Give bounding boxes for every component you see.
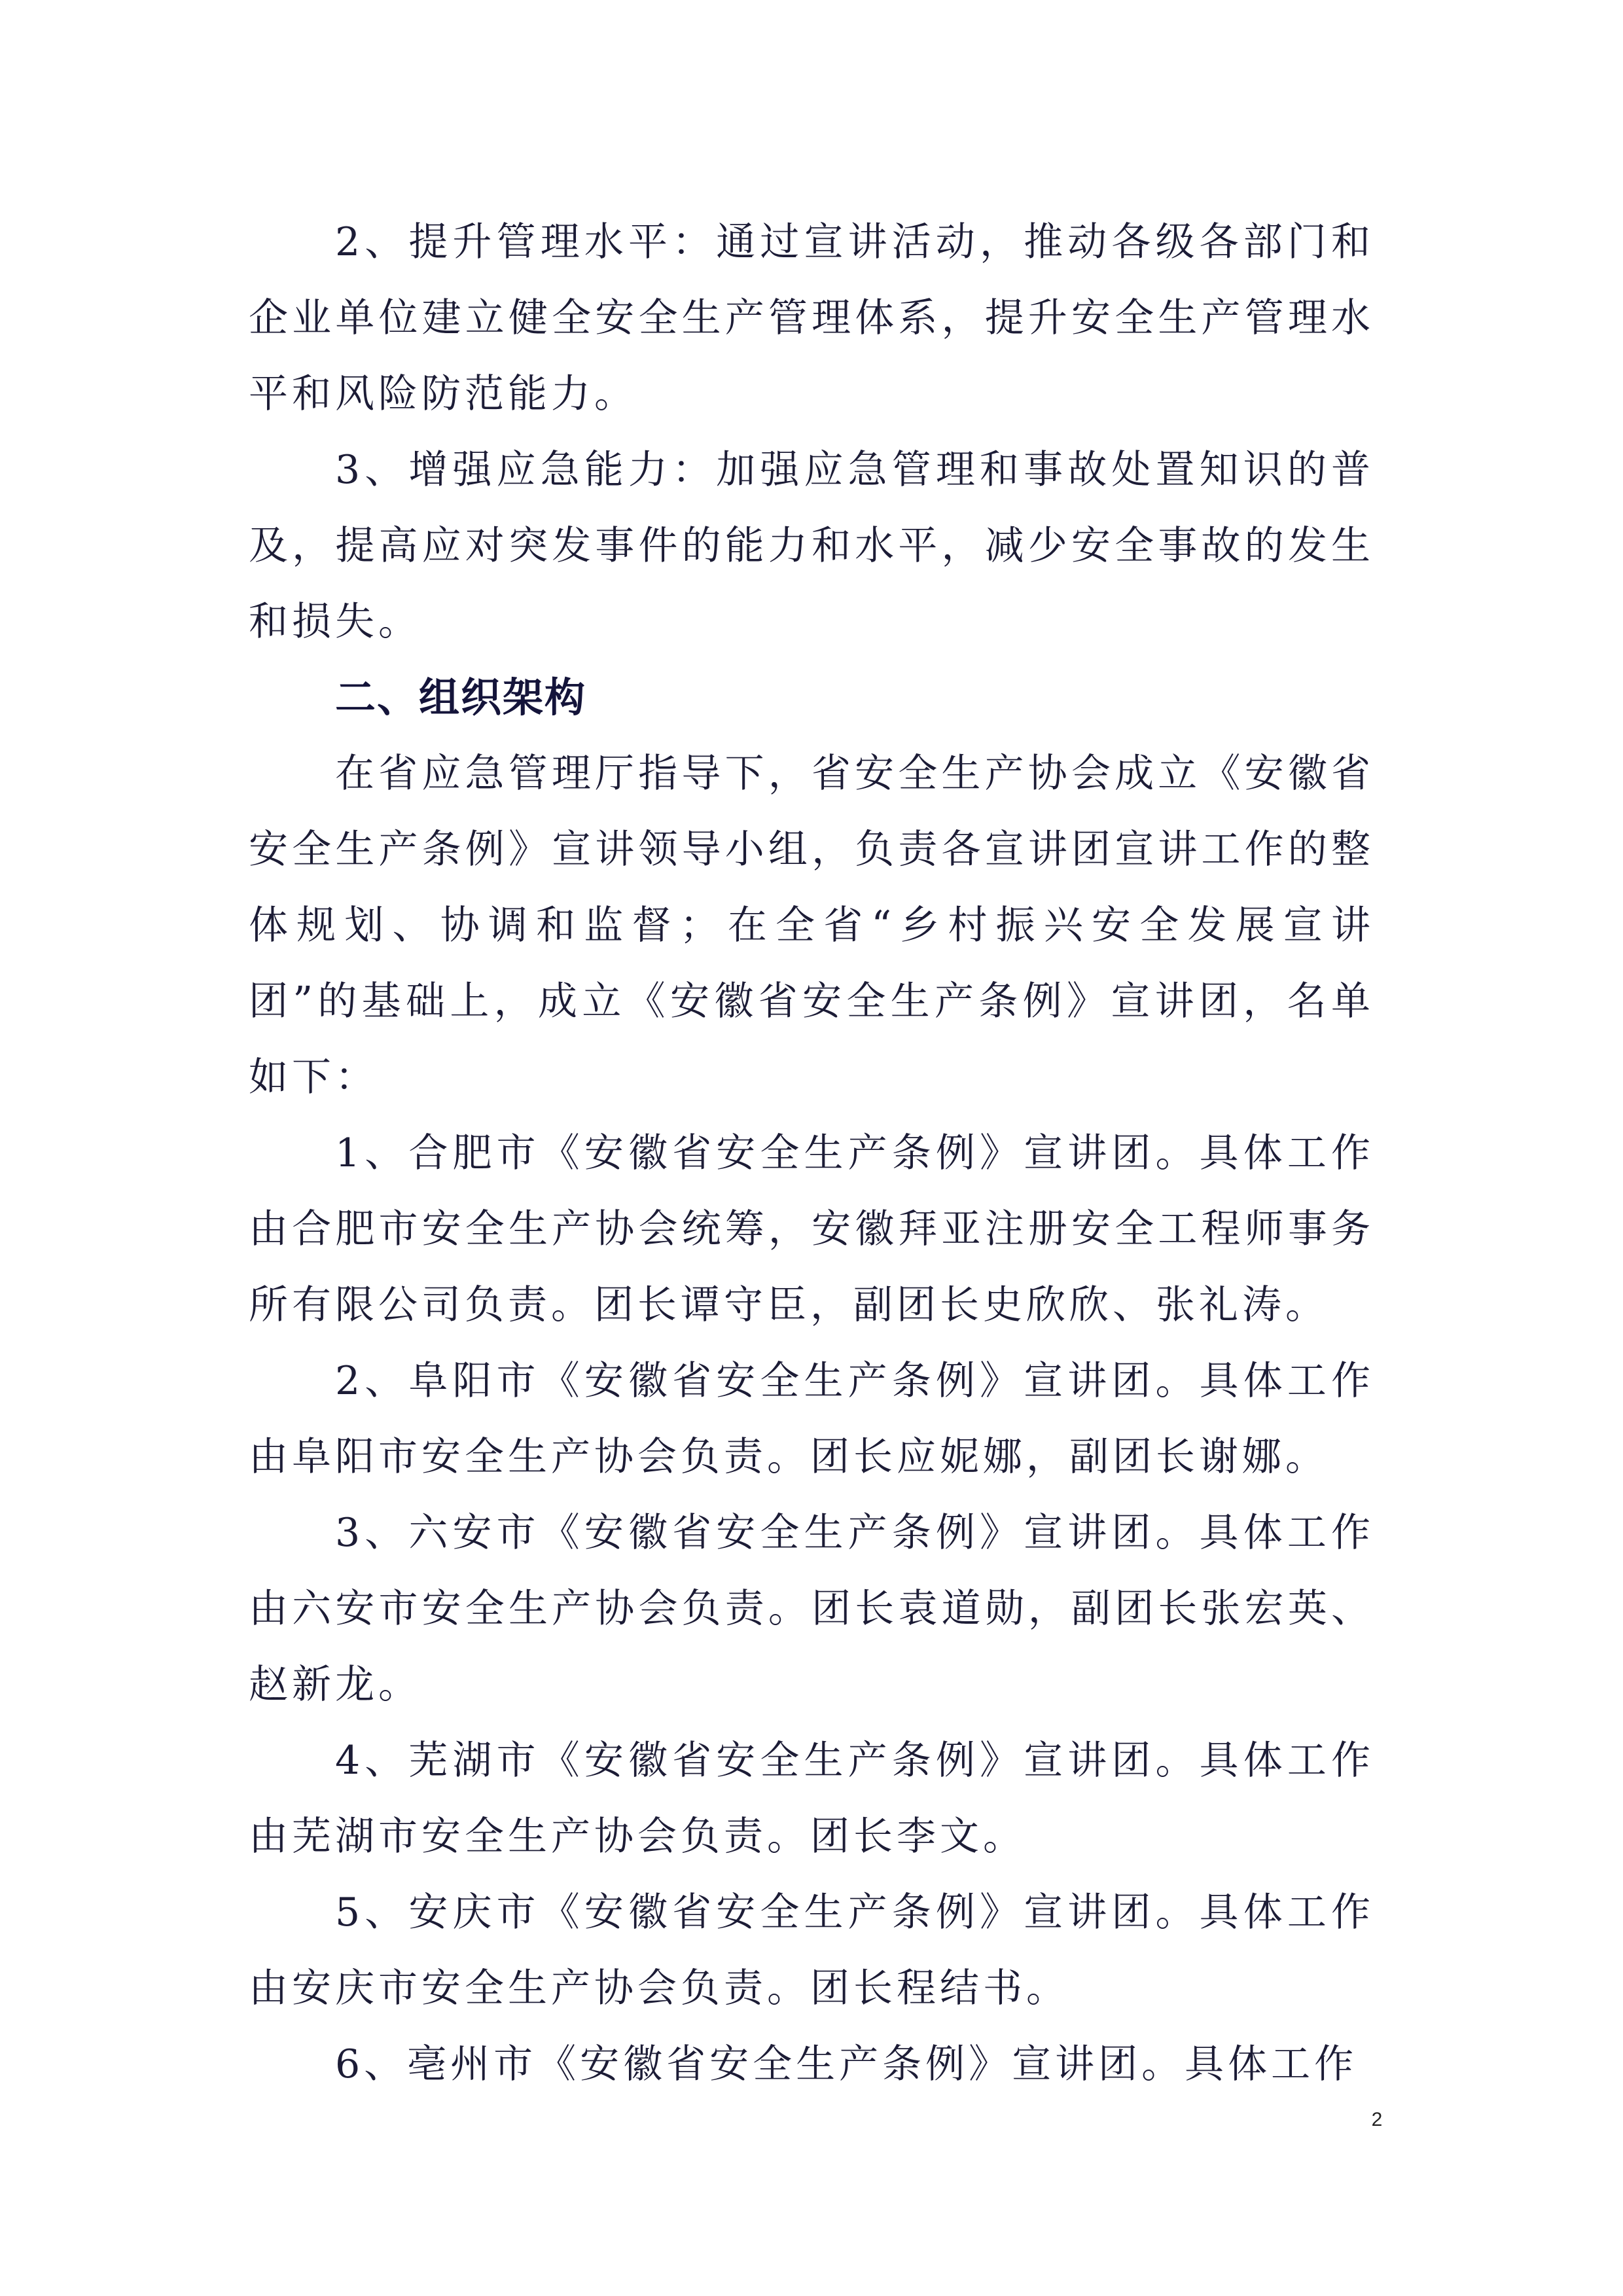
list-item-hefei: 1、合肥市《安徽省安全生产条例》宣讲团。具体工作由合肥市安全生产协会统筹，安徽拜亚注册安全工程师事务所有限公司负责。团长谭守臣，副团长史欣欣、张礼涛。 — [249, 1130, 1374, 1328]
list-item-wuhu: 4、芜湖市《安徽省安全生产条例》宣讲团。具体工作由芜湖市安全生产协会负责。团长李文。 — [249, 1738, 1374, 1859]
document-body — [249, 204, 1374, 2102]
page-number: 2 — [1371, 2109, 1383, 2130]
paragraph-goal-3: 3、增强应急能力：加强应急管理和事故处置知识的普及，提高应对突发事件的能力和水平，减少安全事故的发生和损失。 — [249, 447, 1374, 645]
list-item-bozhou: 6、亳州市《安徽省安全生产条例》宣讲团。具体工作 — [335, 2041, 1358, 2087]
list-item-luan: 3、六安市《安徽省安全生产条例》宣讲团。具体工作由六安市安全生产协会负责。团长袁道勋，副团长张宏英、赵新龙。 — [249, 1510, 1374, 1708]
list-item-anqing: 5、安庆市《安徽省安全生产条例》宣讲团。具体工作由安庆市安全生产协会负责。团长程结书。 — [249, 1890, 1374, 2011]
list-item-fuyang: 2、阜阳市《安徽省安全生产条例》宣讲团。具体工作由阜阳市安全生产协会负责。团长应妮娜，副团长谢娜。 — [249, 1358, 1374, 1480]
paragraph-organization-intro: 在省应急管理厅指导下，省安全生产协会成立《安徽省安全生产条例》宣讲领导小组，负责各宣讲团宣讲工作的整体规划、协调和监督；在全省“乡村振兴安全发展宣讲团”的基础上，成立《安徽省安全生产条例》宣讲团，名单如下： — [249, 751, 1374, 1100]
section-heading-organization: 二、组织架构 — [335, 673, 587, 721]
paragraph-goal-2: 2、提升管理水平：通过宣讲活动，推动各级各部门和企业单位建立健全安全生产管理体系，提升安全生产管理水平和风险防范能力。 — [249, 219, 1374, 417]
